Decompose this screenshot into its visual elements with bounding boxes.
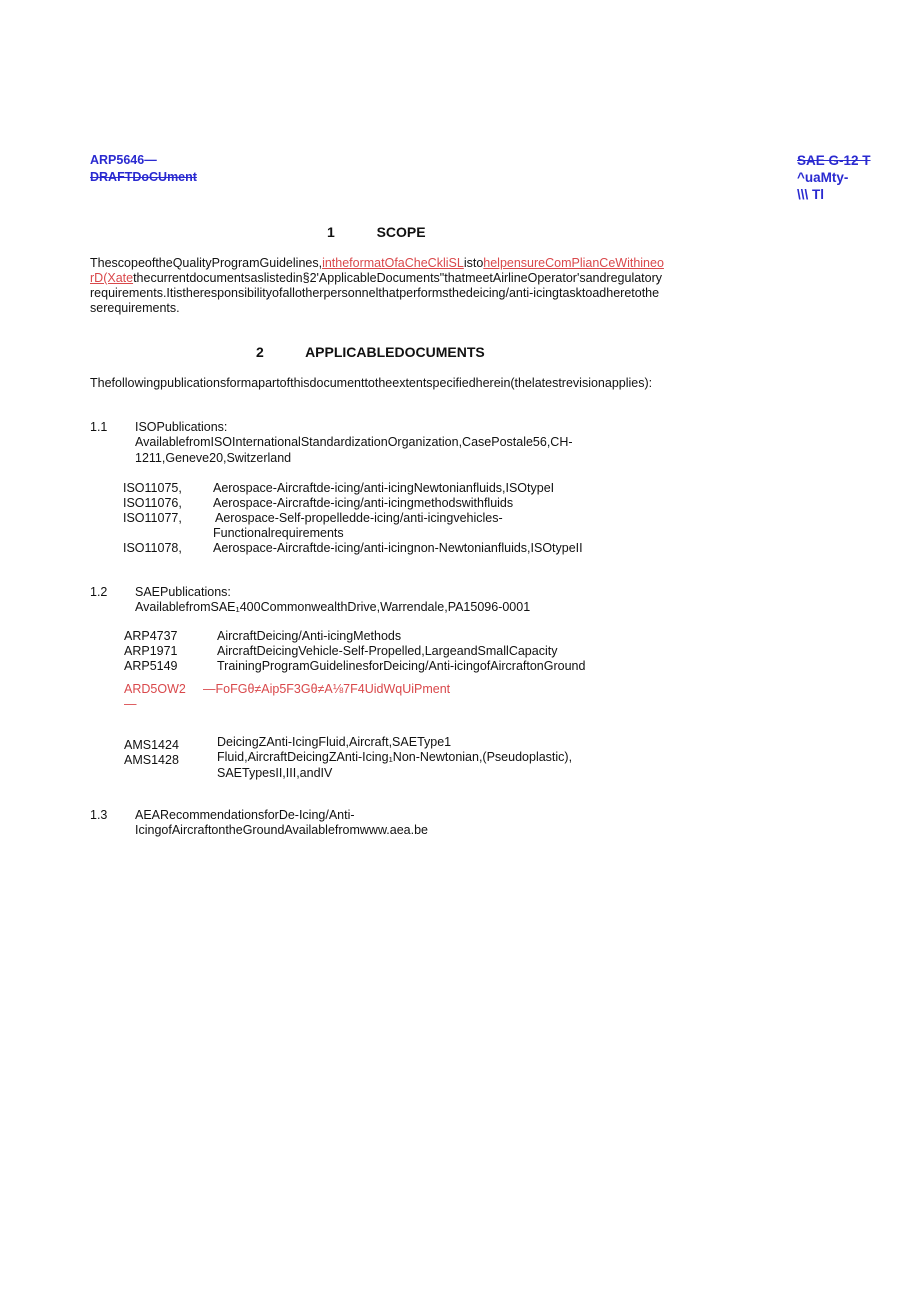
- section-1-number: 1: [327, 224, 335, 240]
- deleted-ref-code: ARD5OW2: [124, 682, 186, 696]
- sae-desc: AircraftDeicingVehicle-Self-Propelled,LargeandSmallCapacity: [217, 644, 558, 658]
- ams-desc: DeicingZAnti-IcingFluid,Aircraft,SAEType1: [217, 735, 452, 749]
- committee-label: SAE G-12 T: [797, 153, 871, 168]
- committee-sub-label-2: \\\ Tl: [797, 187, 824, 202]
- section-2-number: 2: [256, 344, 264, 360]
- scope-text-b: isto: [463, 256, 484, 270]
- draft-label: DRAFTDoCUment: [90, 170, 197, 184]
- ams-desc-cont: SAETypesII,III,andIV: [217, 766, 333, 780]
- iso-desc: Aerospace-Aircraftde-icing/anti-icingnon-Newtonianfluids,ISOtypeII: [213, 541, 583, 555]
- deleted-ref-desc: —FoFGθ≠Aip5F3Gθ≠A⅛7F4UidWqUiPment: [203, 682, 451, 696]
- ams-desc: Fluid,AircraftDeicingZAnti-Icing₁Non-Newtonian,(Pseudoplastic),: [217, 750, 573, 764]
- committee-sub-label: ^uaMty-: [797, 170, 849, 185]
- sub-1-1-title: ISOPublications:: [135, 420, 228, 434]
- scope-text-a: ThescopeoftheQualityProgramGuidelines,: [90, 256, 323, 270]
- iso-code: ISO11078,: [123, 541, 182, 555]
- doc-header-left: [90, 152, 197, 186]
- iso-desc: Aerospace-Aircraftde-icing/anti-icingmethodswithfluids: [213, 496, 514, 510]
- deleted-ref-dash: —: [124, 697, 137, 711]
- scope-text-c: thecurrentdocumentsaslistedin§2'ApplicableDocuments"thatmeetAirlineOperator'sandregulatoryrequirements.Itistheresponsibilityofallotherpersonnelthatperformsthedeicing/anti-icingtasktoadheretotheserequirements.: [90, 271, 663, 315]
- sub-1-2-title: SAEPublications:: [135, 585, 231, 599]
- doc-id: ARP5646—: [90, 153, 157, 167]
- section-1-heading: [327, 225, 426, 240]
- iso-desc-cont: Functionalrequirements: [213, 526, 344, 540]
- iso-desc: Aerospace-Aircraftde-icing/anti-icingNewtonianfluids,ISOtypeI: [213, 481, 555, 495]
- aea-line-2: IcingofAircraftontheGroundAvailablefromwww.aea.be: [135, 823, 428, 837]
- iso-code: ISO11075,: [123, 481, 182, 495]
- sae-desc: AircraftDeicing/Anti-icingMethods: [217, 629, 402, 643]
- sub-1-1-number: 1.1: [90, 420, 108, 434]
- iso-code: ISO11076,: [123, 496, 182, 510]
- scope-redline-2: helpensureComPlianCeWithineorD(Xate: [90, 256, 664, 285]
- sae-desc: TrainingProgramGuidelinesforDeicing/Anti-icingofAircraftonGround: [217, 659, 586, 673]
- scope-redline-1: intheformatOfaCheCkliSL: [322, 256, 464, 270]
- aea-line-1: AEARecommendationsforDe-Icing/Anti-: [135, 808, 355, 822]
- scope-paragraph: [90, 256, 665, 316]
- sae-code: ARP1971: [124, 644, 178, 658]
- ams-code: AMS1424: [124, 738, 179, 752]
- iso-availability-1: AvailablefromISOInternationalStandardizationOrganization,CasePostale56,CH-: [135, 435, 573, 449]
- ams-code: AMS1428: [124, 753, 179, 767]
- sae-code: ARP4737: [124, 629, 178, 643]
- sae-availability: AvailablefromSAE₁400CommonwealthDrive,Warrendale,PA15096-0001: [135, 600, 531, 614]
- iso-code: ISO11077,: [123, 511, 182, 525]
- applicable-intro: Thefollowingpublicationsformapartofthisdocumenttotheextentspecifiedherein(thelatestrevisionapplies):: [90, 376, 653, 390]
- iso-availability-2: 1211,Geneve20,Switzerland: [135, 451, 292, 465]
- section-2-title: APPLICABLEDOCUMENTS: [305, 344, 485, 360]
- sae-code: ARP5149: [124, 659, 178, 673]
- sub-1-2-number: 1.2: [90, 585, 108, 599]
- doc-header-right: [797, 152, 920, 202]
- section-2-heading: [256, 345, 485, 360]
- iso-desc: Aerospace-Self-propelledde-icing/anti-icingvehicles-: [215, 511, 503, 525]
- section-1-title: SCOPE: [376, 224, 426, 240]
- sub-1-3-number: 1.3: [90, 808, 108, 822]
